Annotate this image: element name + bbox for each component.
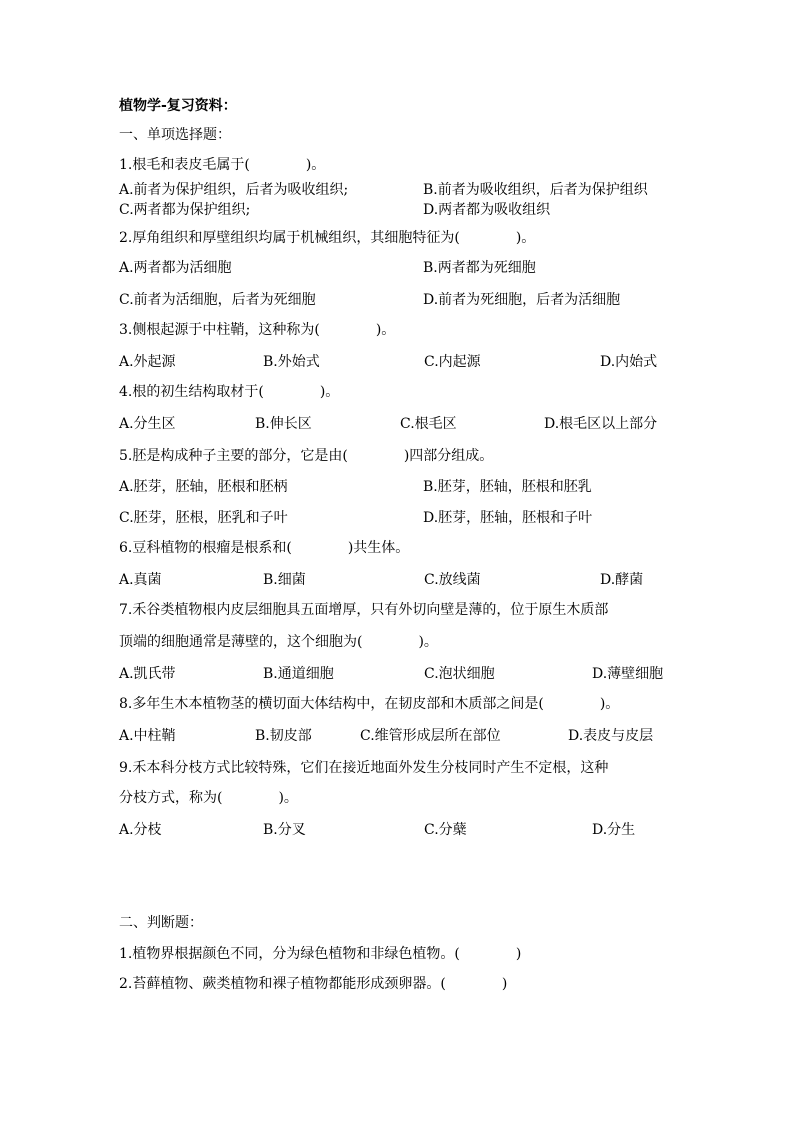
question-2-option-c: C.前者为活细胞，后者为死细胞 <box>119 292 316 308</box>
question-6-option-b: B.细菌 <box>263 572 306 588</box>
question-6-option-c: C.放线菌 <box>424 572 481 588</box>
question-7-option-a: A.凯氏带 <box>119 666 176 682</box>
section-heading-choice: 一、单项选择题： <box>119 127 231 143</box>
question-9-option-a: A.分枝 <box>119 822 162 838</box>
question-5-option-a: A.胚芽，胚轴，胚根和胚柄 <box>119 479 288 495</box>
question-5-option-d: D.胚芽，胚轴，胚根和子叶 <box>423 510 593 526</box>
question-7-stem-line-1: 7.禾谷类植物根内皮层细胞具五面增厚，只有外切向壁是薄的，位于原生木质部 <box>119 602 609 618</box>
question-6-stem: 6.豆科植物的根瘤是根系和( )共生体。 <box>119 540 410 556</box>
question-4-option-b: B.伸长区 <box>255 416 312 432</box>
question-1-option-c: C.两者都为保护组织; <box>119 202 251 218</box>
question-4-option-a: A.分生区 <box>119 416 176 432</box>
document-title: 植物学-复习资料： <box>119 98 237 114</box>
question-3-stem: 3.侧根起源于中柱鞘，这种称为( )。 <box>119 322 396 338</box>
judgement-2: 2.苔藓植物、蕨类植物和裸子植物都能形成颈卵器。( ) <box>119 976 508 992</box>
question-3-option-d: D.内始式 <box>600 354 658 370</box>
question-8-option-a: A.中柱鞘 <box>119 728 176 744</box>
question-4-option-c: C.根毛区 <box>400 416 457 432</box>
question-4-option-d: D.根毛区以上部分 <box>544 416 658 432</box>
question-5-option-c: C.胚芽，胚根，胚乳和子叶 <box>119 510 288 526</box>
question-2-option-a: A.两者都为活细胞 <box>119 260 232 276</box>
question-5-stem: 5.胚是构成种子主要的部分，它是由( )四部分组成。 <box>119 448 494 464</box>
question-5-option-b: B.胚芽，胚轴，胚根和胚乳 <box>423 479 592 495</box>
question-8-option-d: D.表皮与皮层 <box>568 728 654 744</box>
question-9-option-d: D.分生 <box>592 822 636 838</box>
question-7-option-c: C.泡状细胞 <box>424 666 495 682</box>
question-3-option-b: B.外始式 <box>263 354 320 370</box>
question-2-stem: 2.厚角组织和厚壁组织均属于机械组织，其细胞特征为( )。 <box>119 230 536 246</box>
question-1-option-a: A.前者为保护组织，后者为吸收组织; <box>119 182 349 198</box>
question-1-option-b: B.前者为吸收组织，后者为保护组织 <box>423 182 648 198</box>
question-9-option-c: C.分蘖 <box>424 822 467 838</box>
question-8-option-c: C.维管形成层所在部位 <box>360 728 501 744</box>
question-2-option-b: B.两者都为死细胞 <box>423 260 536 276</box>
section-heading-judgement: 二、判断题： <box>119 915 203 931</box>
question-7-stem-line-2: 顶端的细胞通常是薄壁的，这个细胞为( )。 <box>119 634 438 650</box>
judgement-1: 1.植物界根据颜色不同，分为绿色植物和非绿色植物。( ) <box>119 946 522 962</box>
question-3-option-c: C.内起源 <box>424 354 481 370</box>
question-6-option-d: D.酵菌 <box>600 572 644 588</box>
question-4-stem: 4.根的初生结构取材于( )。 <box>119 384 340 400</box>
question-9-option-b: B.分叉 <box>263 822 306 838</box>
question-8-option-b: B.韧皮部 <box>255 728 312 744</box>
question-1-stem: 1.根毛和表皮毛属于( )。 <box>119 157 326 173</box>
question-3-option-a: A.外起源 <box>119 354 176 370</box>
question-7-option-b: B.通道细胞 <box>263 666 334 682</box>
question-2-option-d: D.前者为死细胞，后者为活细胞 <box>423 292 621 308</box>
question-9-stem-line-2: 分枝方式，称为( )。 <box>119 790 298 806</box>
question-8-stem: 8.多年生木本植物茎的横切面大体结构中，在韧皮部和木质部之间是( )。 <box>119 696 620 712</box>
question-9-stem-line-1: 9.禾本科分枝方式比较特殊，它们在接近地面外发生分枝同时产生不定根，这种 <box>119 760 609 776</box>
question-6-option-a: A.真菌 <box>119 572 162 588</box>
question-1-option-d: D.两者都为吸收组织 <box>423 202 551 218</box>
question-7-option-d: D.薄壁细胞 <box>592 666 664 682</box>
